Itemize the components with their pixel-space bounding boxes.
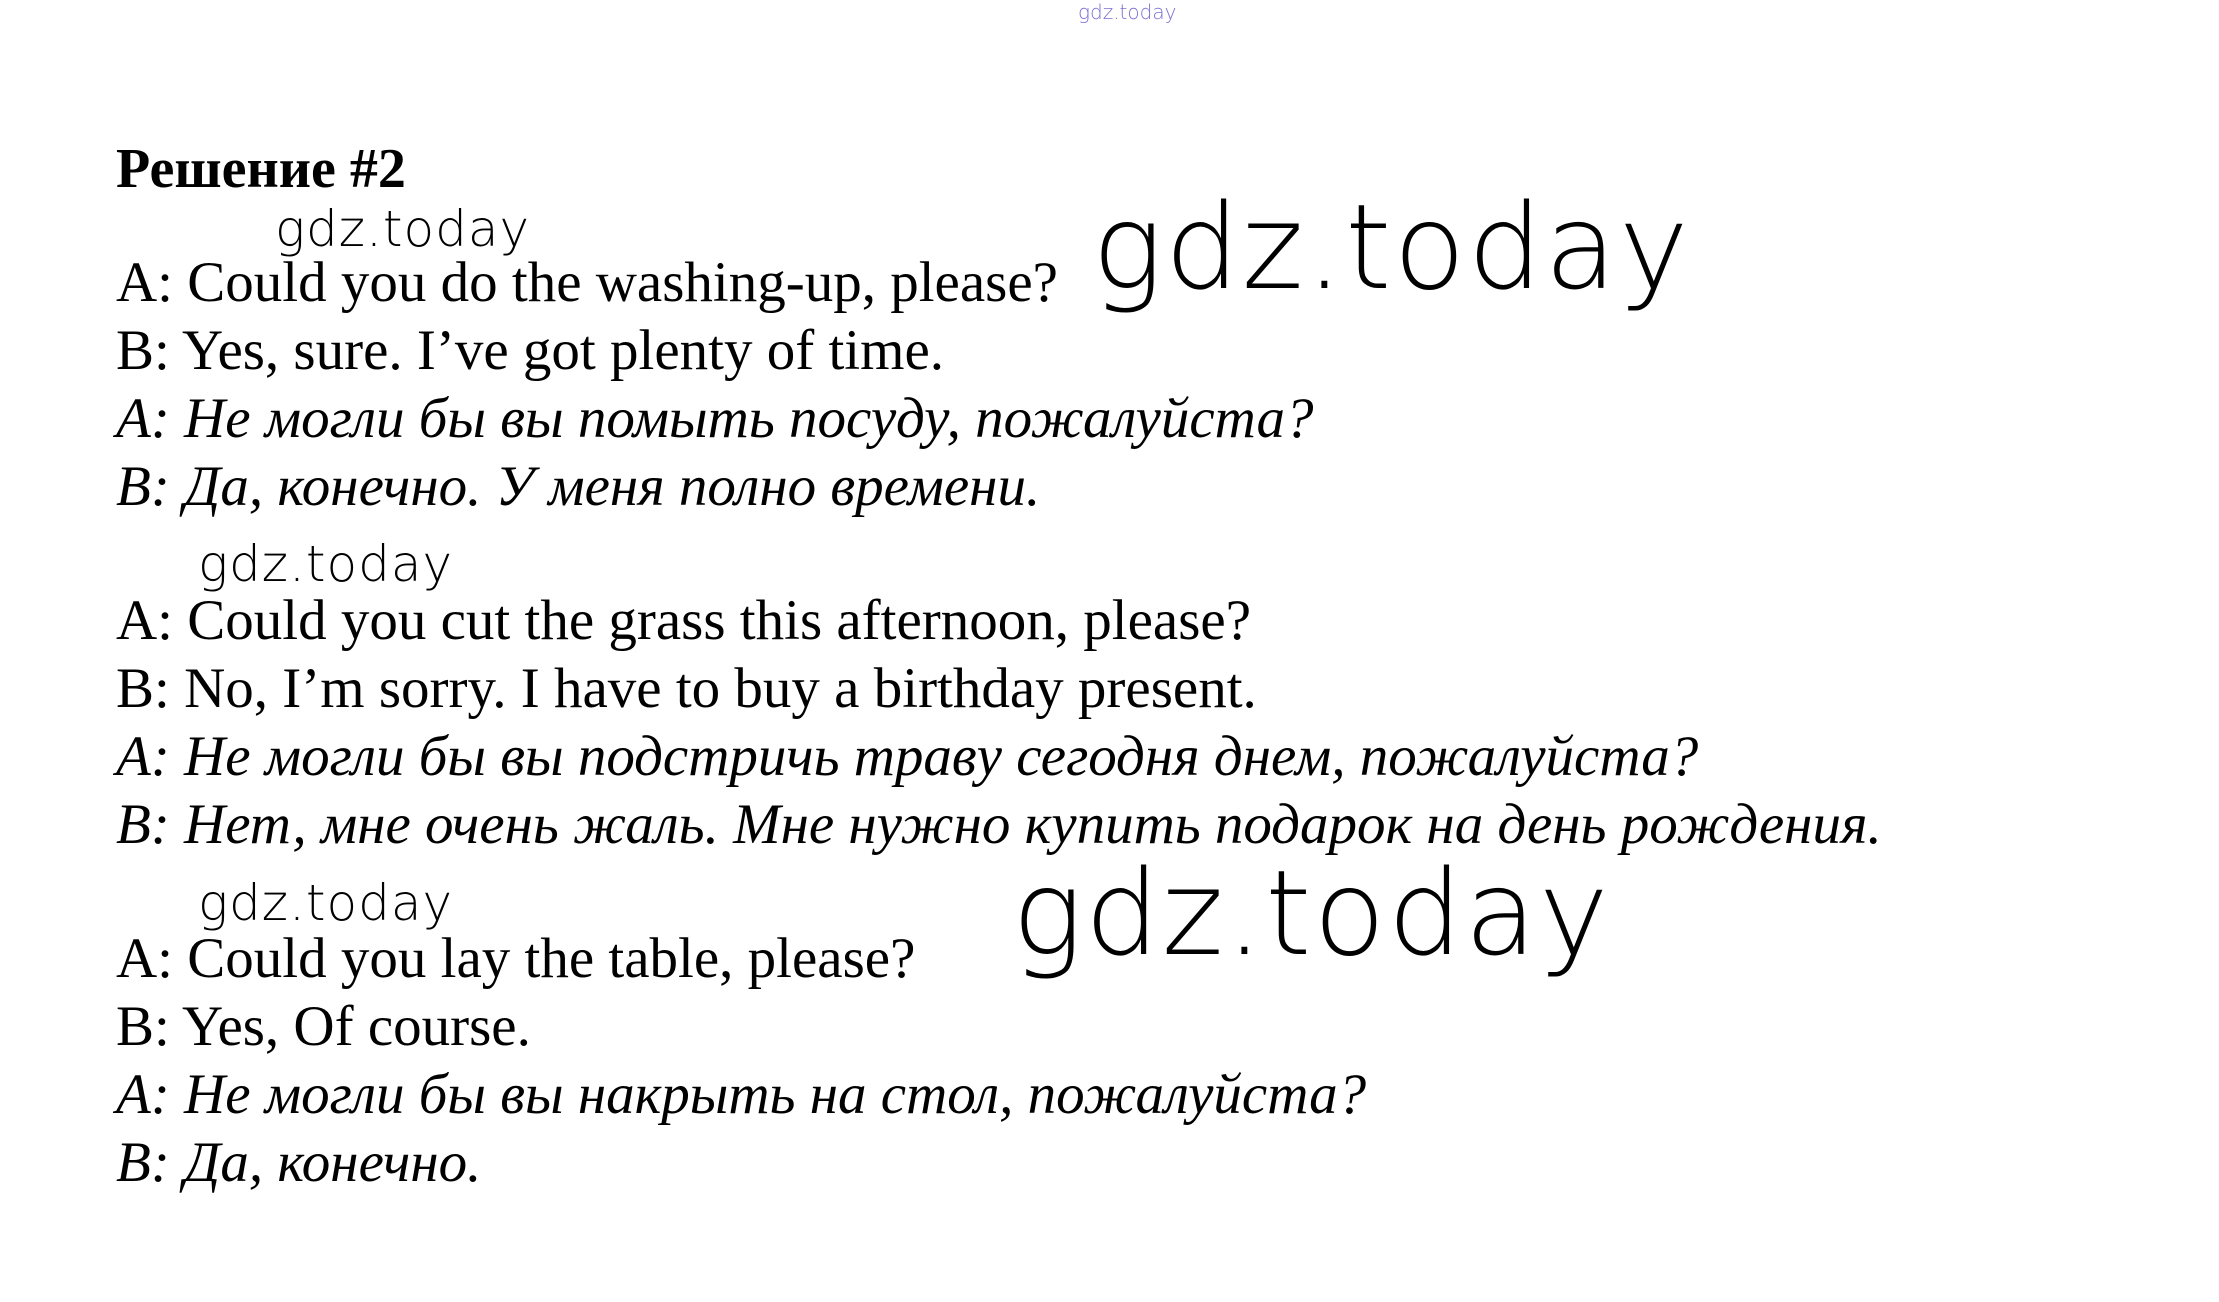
dialog-3-line-b-ru: B: Да, конечно.: [116, 1131, 482, 1194]
dialog-3-line-b-en: B: Yes, Of course.: [116, 995, 531, 1058]
dialog-2-line-a-en: A: Could you cut the grass this afternoon, please?: [116, 589, 1251, 652]
solution-title: Решение #2: [116, 138, 406, 200]
dialog-1-line-b-ru: B: Да, конечно. У меня полно времени.: [116, 455, 1041, 518]
dialog-1-line-b-en: B: Yes, sure. I’ve got plenty of time.: [116, 319, 945, 382]
watermark-small-1: gdz.today: [275, 200, 531, 258]
watermark-small-2: gdz.today: [198, 535, 454, 593]
watermark-large-2: gdz.today: [1012, 844, 1611, 982]
dialog-2-line-a-ru: A: Не могли бы вы подстричь траву сегодня днем, пожалуйста?: [116, 725, 1699, 788]
dialog-3-line-a-en: A: Could you lay the table, please?: [116, 927, 916, 990]
watermark-large-1: gdz.today: [1092, 178, 1691, 316]
dialog-3-line-a-ru: A: Не могли бы вы накрыть на стол, пожалуйста?: [116, 1063, 1367, 1126]
watermark-top: gdz.today: [1078, 0, 1177, 24]
dialog-2-line-b-en: B: No, I’m sorry. I have to buy a birthday present.: [116, 657, 1257, 720]
dialog-1-line-a-en: A: Could you do the washing-up, please?: [116, 251, 1058, 314]
watermark-small-3: gdz.today: [198, 874, 454, 932]
dialog-2-line-b-ru: B: Нет, мне очень жаль. Мне нужно купить подарок на день рождения.: [116, 793, 1882, 856]
dialog-1-line-a-ru: A: Не могли бы вы помыть посуду, пожалуйста?: [116, 387, 1314, 450]
